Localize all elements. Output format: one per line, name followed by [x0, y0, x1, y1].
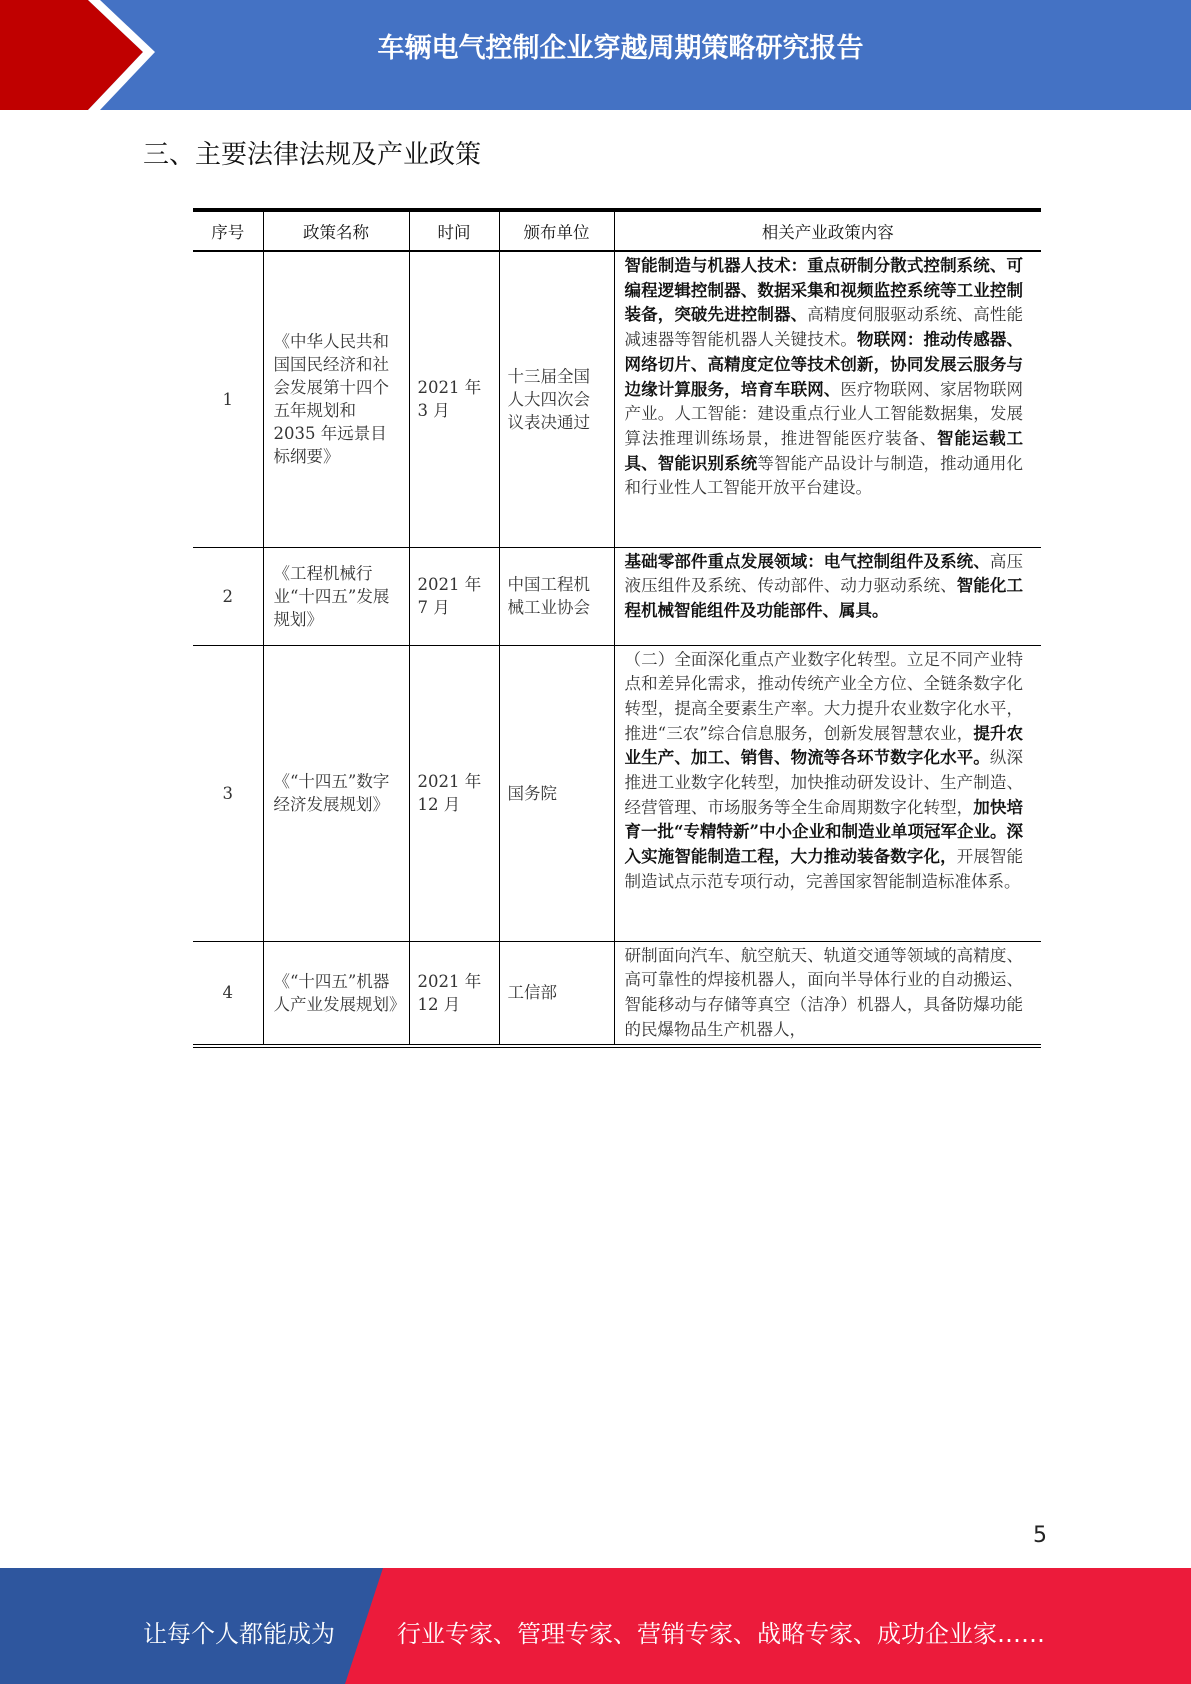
section-title: 三、主要法律法规及产业政策	[143, 140, 482, 170]
policy-name: 《“十四五”数字经济发展规划》	[263, 645, 409, 941]
row-number: 4	[193, 941, 263, 1046]
policy-issuer: 工信部	[499, 941, 614, 1046]
content-segment: 物联网：推动传感器、网络切片、高精度定位等技术创新，协同发展云服务与边缘计算服务，培育车联网、	[624, 330, 1024, 399]
row-number: 2	[193, 547, 263, 645]
page-footer	[0, 1568, 1191, 1684]
table-header-row	[193, 210, 1041, 251]
content-segment: 医疗物联网、家居物联网产业。人工智能：建设重点行业人工智能数据集，发展算法推理训练场景，推进智能医疗装备、	[624, 379, 1024, 448]
page-number: 5	[1033, 1523, 1047, 1548]
header-time: 时间	[409, 210, 499, 251]
content-segment: 高精度伺服驱动系统、高性能减速器等智能机器人关键技术。	[624, 305, 1024, 350]
content-segment: 提升农业生产、加工、销售、物流等各环节数字化水平。	[624, 723, 1024, 768]
table-row	[193, 547, 1041, 645]
content-segment: 智能运载工具、智能识别系统	[624, 428, 1024, 473]
policy-name: 《工程机械行业“十四五”发展规划》	[263, 547, 409, 645]
footer-slogan-left: 让每个人都能成为	[143, 1620, 335, 1648]
content-segment: （二）全面深化重点产业数字化转型。立足不同产业特点和差异化需求，推动传统产业全方位、全链条数字化转型，提高全要素生产率。大力提升农业数字化水平，推进“三农”综合信息服务，创新发展智慧农业，	[624, 649, 1023, 743]
content-segment: 加快培育一批“专精特新”中小企业和制造业单项冠军企业。深入实施智能制造工程，大力推动装备数字化，	[624, 797, 1024, 867]
policy-time: 2021 年 12 月	[409, 941, 499, 1046]
policy-name: 《中华人民共和国国民经济和社会发展第十四个五年规划和 2035 年远景目标纲要》	[263, 251, 409, 547]
policy-table-wrapper	[193, 208, 1041, 1048]
content-segment: 研制面向汽车、航空航天、轨道交通等领域的高精度、高可靠性的焊接机器人，面向半导体行业的自动搬运、智能移动与存储等真空（洁净）机器人，具备防爆功能的民爆物品生产机器人，	[624, 945, 1023, 1039]
content-segment: 智能化工程机械智能组件及功能部件、属具。	[624, 576, 1024, 620]
content-segment: 等智能产品设计与制造，推动通用化和行业性人工智能开放平台建设。	[624, 453, 1024, 498]
header-policy-name: 政策名称	[263, 210, 409, 251]
header-content: 相关产业政策内容	[614, 210, 1041, 251]
content-segment: 智能制造与机器人技术：重点研制分散式控制系统、可编程逻辑控制器、数据采集和视频监控系统等工业控制装备，突破先进控制器、	[624, 256, 1023, 325]
policy-time: 2021 年 3 月	[409, 251, 499, 547]
policy-content	[614, 645, 1041, 941]
policy-content	[614, 251, 1041, 547]
policy-content	[614, 547, 1041, 645]
policy-issuer: 国务院	[499, 645, 614, 941]
content-segment: 开展智能制造试点示范专项行动，完善国家智能制造标准体系。	[624, 847, 1024, 891]
header-no: 序号	[193, 210, 263, 251]
policy-table	[193, 208, 1041, 1048]
policy-time: 2021 年 12 月	[409, 645, 499, 941]
table-row	[193, 251, 1041, 547]
policy-time: 2021 年 7 月	[409, 547, 499, 645]
header-issuer: 颁布单位	[499, 210, 614, 251]
report-title: 车辆电气控制企业穿越周期策略研究报告	[377, 33, 864, 64]
policy-issuer: 十三届全国人大四次会议表决通过	[499, 251, 614, 547]
table-row	[193, 941, 1041, 1046]
policy-content	[614, 941, 1041, 1046]
page-header	[0, 0, 1191, 110]
row-number: 3	[193, 645, 263, 941]
policy-name: 《“十四五”机器人产业发展规划》	[263, 941, 409, 1046]
footer-slogan-right: 行业专家、管理专家、营销专家、战略专家、成功企业家……	[397, 1620, 1045, 1648]
table-row	[193, 645, 1041, 941]
policy-issuer: 中国工程机械工业协会	[499, 547, 614, 645]
content-segment: 纵深推进工业数字化转型，加快推动研发设计、生产制造、经营管理、市场服务等全生命周期数字化转型，	[624, 748, 1024, 817]
content-segment: 高压液压组件及系统、传动部件、动力驱动系统、	[624, 551, 1024, 596]
content-segment: 基础零部件重点发展领域：电气控制组件及系统、	[624, 551, 990, 571]
row-number: 1	[193, 251, 263, 547]
